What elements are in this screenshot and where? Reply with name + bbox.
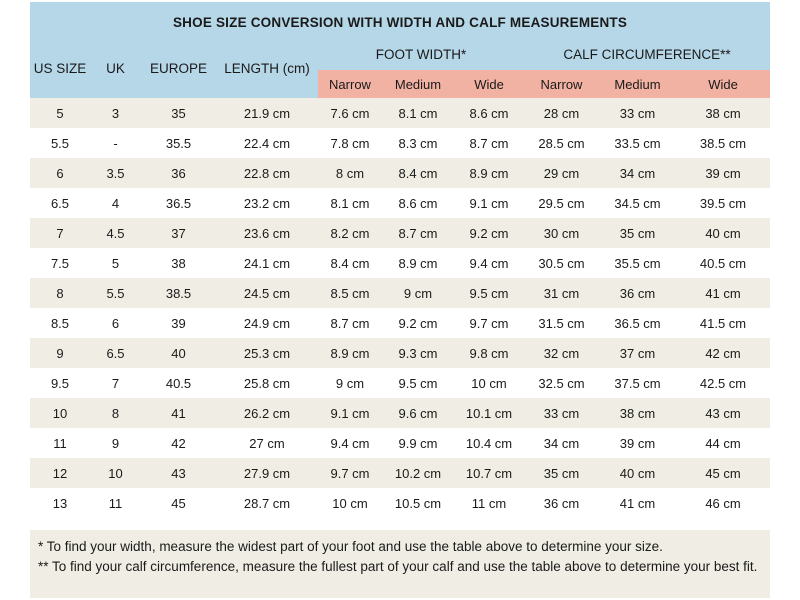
table-cell: 8.9 cm bbox=[318, 338, 382, 368]
table-cell: 43 bbox=[141, 458, 216, 488]
col-header-europe: EUROPE bbox=[141, 38, 216, 98]
table-cell: 24.5 cm bbox=[216, 278, 318, 308]
table-cell: 32.5 cm bbox=[524, 368, 599, 398]
table-cell: 11 bbox=[90, 488, 141, 518]
table-cell: 22.4 cm bbox=[216, 128, 318, 158]
table-cell: 8 bbox=[30, 278, 90, 308]
table-row bbox=[30, 278, 770, 308]
table-cell: 38.5 bbox=[141, 278, 216, 308]
table-row bbox=[30, 218, 770, 248]
table-cell: 9.1 cm bbox=[454, 188, 524, 218]
table-row bbox=[30, 128, 770, 158]
table-cell: 38.5 cm bbox=[676, 128, 770, 158]
table-cell: 8.5 bbox=[30, 308, 90, 338]
table-cell: 5.5 bbox=[90, 278, 141, 308]
column-header-row bbox=[30, 38, 770, 70]
table-cell: 27.9 cm bbox=[216, 458, 318, 488]
table-cell: 4 bbox=[90, 188, 141, 218]
table-cell: 10 cm bbox=[454, 368, 524, 398]
table-row bbox=[30, 488, 770, 518]
table-cell: 7.5 bbox=[30, 248, 90, 278]
table-cell: 35 bbox=[141, 98, 216, 128]
sub-header-foot-narrow: Narrow bbox=[318, 70, 382, 98]
table-cell: 8 bbox=[90, 398, 141, 428]
table-cell: 4.5 bbox=[90, 218, 141, 248]
table-cell: 40 cm bbox=[599, 458, 676, 488]
table-cell: 10 bbox=[30, 398, 90, 428]
table-cell: 33 cm bbox=[599, 98, 676, 128]
table-cell: 8.9 cm bbox=[382, 248, 454, 278]
table-cell: 42 bbox=[141, 428, 216, 458]
table-cell: 9.5 cm bbox=[382, 368, 454, 398]
table-cell: 6 bbox=[90, 308, 141, 338]
table-cell: 7.8 cm bbox=[318, 128, 382, 158]
table-cell: 8.7 cm bbox=[318, 308, 382, 338]
table-cell: 21.9 cm bbox=[216, 98, 318, 128]
table-cell: 9.5 cm bbox=[454, 278, 524, 308]
table-cell: 40 bbox=[141, 338, 216, 368]
table-row bbox=[30, 368, 770, 398]
table-cell: 31.5 cm bbox=[524, 308, 599, 338]
table-cell: 8.1 cm bbox=[382, 98, 454, 128]
table-row bbox=[30, 458, 770, 488]
table-cell: 26.2 cm bbox=[216, 398, 318, 428]
table-cell: 8.6 cm bbox=[454, 98, 524, 128]
table-cell: 9.2 cm bbox=[454, 218, 524, 248]
table-row bbox=[30, 98, 770, 128]
group-header-foot-width: FOOT WIDTH* bbox=[318, 38, 524, 70]
table-cell: 9.8 cm bbox=[454, 338, 524, 368]
table-cell: 10 bbox=[90, 458, 141, 488]
table-cell: 9 bbox=[90, 428, 141, 458]
table-title: SHOE SIZE CONVERSION WITH WIDTH AND CALF MEASUREMENTS bbox=[30, 2, 770, 38]
table-cell: 9.9 cm bbox=[382, 428, 454, 458]
group-header-calf-circumference: CALF CIRCUMFERENCE** bbox=[524, 38, 770, 70]
table-cell: 9 cm bbox=[382, 278, 454, 308]
table-cell: 39.5 cm bbox=[676, 188, 770, 218]
table-cell: 28 cm bbox=[524, 98, 599, 128]
table-cell: 38 cm bbox=[676, 98, 770, 128]
table-cell: 40 cm bbox=[676, 218, 770, 248]
table-cell: 10.2 cm bbox=[382, 458, 454, 488]
sub-header-foot-medium: Medium bbox=[382, 70, 454, 98]
table-cell: 8.9 cm bbox=[454, 158, 524, 188]
table-cell: 8.4 cm bbox=[318, 248, 382, 278]
table-cell: 9 cm bbox=[318, 368, 382, 398]
table-cell: 7 bbox=[30, 218, 90, 248]
title-row bbox=[30, 2, 770, 38]
table-cell: 9.5 bbox=[30, 368, 90, 398]
table-cell: 31 cm bbox=[524, 278, 599, 308]
sub-header-calf-medium: Medium bbox=[599, 70, 676, 98]
table-cell: 36.5 cm bbox=[599, 308, 676, 338]
table-cell: 39 cm bbox=[676, 158, 770, 188]
table-cell: 7.6 cm bbox=[318, 98, 382, 128]
table-cell: 9.3 cm bbox=[382, 338, 454, 368]
table-cell: 46 cm bbox=[676, 488, 770, 518]
table-cell: 9.2 cm bbox=[382, 308, 454, 338]
col-header-us-size: US SIZE bbox=[30, 38, 90, 98]
sub-header-foot-wide: Wide bbox=[454, 70, 524, 98]
table-cell: 13 bbox=[30, 488, 90, 518]
table-cell: 37 bbox=[141, 218, 216, 248]
table-cell: 12 bbox=[30, 458, 90, 488]
table-cell: 10.4 cm bbox=[454, 428, 524, 458]
table-cell: 37 cm bbox=[599, 338, 676, 368]
table-cell: 38 cm bbox=[599, 398, 676, 428]
table-cell: 36 cm bbox=[599, 278, 676, 308]
table-cell: 24.1 cm bbox=[216, 248, 318, 278]
table-cell: 7 bbox=[90, 368, 141, 398]
table-cell: 38 bbox=[141, 248, 216, 278]
table-cell: 35 cm bbox=[524, 458, 599, 488]
table-row bbox=[30, 188, 770, 218]
table-cell: 5.5 bbox=[30, 128, 90, 158]
table-cell: 28.7 cm bbox=[216, 488, 318, 518]
table-cell: 9.6 cm bbox=[382, 398, 454, 428]
table-cell: 6 bbox=[30, 158, 90, 188]
table-cell: 9.4 cm bbox=[454, 248, 524, 278]
table-cell: 27 cm bbox=[216, 428, 318, 458]
table-cell: 25.8 cm bbox=[216, 368, 318, 398]
table-cell: 29.5 cm bbox=[524, 188, 599, 218]
table-cell: 24.9 cm bbox=[216, 308, 318, 338]
table-cell: 36.5 bbox=[141, 188, 216, 218]
table-cell: 36 bbox=[141, 158, 216, 188]
table-cell: 10.5 cm bbox=[382, 488, 454, 518]
table-cell: 22.8 cm bbox=[216, 158, 318, 188]
table-cell: 10.1 cm bbox=[454, 398, 524, 428]
table-cell: 37.5 cm bbox=[599, 368, 676, 398]
table-cell: 3.5 bbox=[90, 158, 141, 188]
footnotes bbox=[30, 530, 770, 598]
table-cell: 41 bbox=[141, 398, 216, 428]
table-cell: 9.4 cm bbox=[318, 428, 382, 458]
table-cell: 32 cm bbox=[524, 338, 599, 368]
table-cell: 30 cm bbox=[524, 218, 599, 248]
table-cell: 8.5 cm bbox=[318, 278, 382, 308]
table-cell: 9.1 cm bbox=[318, 398, 382, 428]
table-cell: 35.5 cm bbox=[599, 248, 676, 278]
table-cell: 41 cm bbox=[676, 278, 770, 308]
table-cell: 43 cm bbox=[676, 398, 770, 428]
table-cell: 3 bbox=[90, 98, 141, 128]
table-cell: 8.7 cm bbox=[382, 218, 454, 248]
table-cell: 42 cm bbox=[676, 338, 770, 368]
table-cell: 9 bbox=[30, 338, 90, 368]
table-cell: 41.5 cm bbox=[676, 308, 770, 338]
table-cell: 9.7 cm bbox=[318, 458, 382, 488]
table-cell: 23.2 cm bbox=[216, 188, 318, 218]
table-cell: 8.3 cm bbox=[382, 128, 454, 158]
col-header-length: LENGTH (cm) bbox=[216, 38, 318, 98]
table-cell: 5 bbox=[30, 98, 90, 128]
table-cell: 34 cm bbox=[524, 428, 599, 458]
table-row bbox=[30, 248, 770, 278]
table-cell: 8.1 cm bbox=[318, 188, 382, 218]
table-cell: 45 bbox=[141, 488, 216, 518]
table-cell: 5 bbox=[90, 248, 141, 278]
table-cell: 9.7 cm bbox=[454, 308, 524, 338]
table-row bbox=[30, 398, 770, 428]
sub-header-calf-wide: Wide bbox=[676, 70, 770, 98]
table-cell: 6.5 bbox=[30, 188, 90, 218]
shoe-size-table bbox=[30, 2, 770, 518]
table-cell: 45 cm bbox=[676, 458, 770, 488]
table-cell: 23.6 cm bbox=[216, 218, 318, 248]
table-cell: 35 cm bbox=[599, 218, 676, 248]
table-cell: 8 cm bbox=[318, 158, 382, 188]
col-header-uk: UK bbox=[90, 38, 141, 98]
table-row bbox=[30, 308, 770, 338]
table-cell: 8.2 cm bbox=[318, 218, 382, 248]
table-cell: 11 bbox=[30, 428, 90, 458]
table-cell: 28.5 cm bbox=[524, 128, 599, 158]
table-cell: 10.7 cm bbox=[454, 458, 524, 488]
table-body bbox=[30, 98, 770, 518]
table-cell: 36 cm bbox=[524, 488, 599, 518]
table-cell: 8.7 cm bbox=[454, 128, 524, 158]
footnote-calf: ** To find your calf circumference, measure the fullest part of your calf and use the table above to determine your best fit. bbox=[38, 559, 758, 574]
table-cell: 29 cm bbox=[524, 158, 599, 188]
table-row bbox=[30, 428, 770, 458]
table-cell: 39 bbox=[141, 308, 216, 338]
table-cell: 41 cm bbox=[599, 488, 676, 518]
table-cell: 44 cm bbox=[676, 428, 770, 458]
footnote-width: * To find your width, measure the widest part of your foot and use the table above to determine your size. bbox=[38, 539, 663, 554]
table-cell: 34 cm bbox=[599, 158, 676, 188]
table-cell: 10 cm bbox=[318, 488, 382, 518]
table-cell: 34.5 cm bbox=[599, 188, 676, 218]
table-cell: 25.3 cm bbox=[216, 338, 318, 368]
table-cell: 33 cm bbox=[524, 398, 599, 428]
table-cell: 6.5 bbox=[90, 338, 141, 368]
table-cell: 33.5 cm bbox=[599, 128, 676, 158]
table-cell: 42.5 cm bbox=[676, 368, 770, 398]
table-row bbox=[30, 158, 770, 188]
table-cell: - bbox=[90, 128, 141, 158]
table-cell: 39 cm bbox=[599, 428, 676, 458]
table-cell: 40.5 cm bbox=[676, 248, 770, 278]
table-row bbox=[30, 338, 770, 368]
table-cell: 8.6 cm bbox=[382, 188, 454, 218]
table-cell: 8.4 cm bbox=[382, 158, 454, 188]
table-cell: 40.5 bbox=[141, 368, 216, 398]
sub-header-calf-narrow: Narrow bbox=[524, 70, 599, 98]
table-cell: 11 cm bbox=[454, 488, 524, 518]
table-cell: 35.5 bbox=[141, 128, 216, 158]
table-cell: 30.5 cm bbox=[524, 248, 599, 278]
